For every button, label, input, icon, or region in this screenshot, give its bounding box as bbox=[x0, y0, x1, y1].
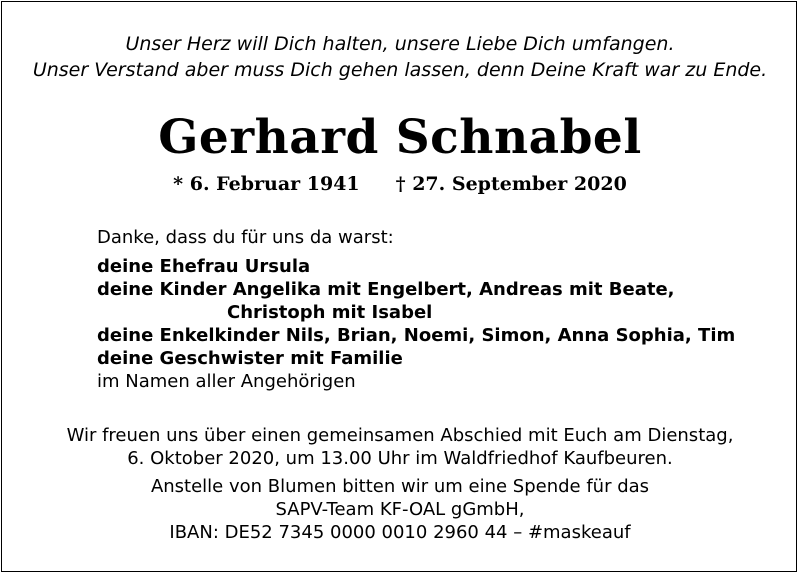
death-date: † 27. September 2020 bbox=[395, 173, 627, 195]
donation-line-1: Anstelle von Blumen bitten wir um eine Spende für das bbox=[150, 476, 650, 497]
birth-date: * 6. Februar 1941 bbox=[173, 173, 360, 195]
thanks-line: Danke, dass du für uns da warst: bbox=[97, 227, 394, 248]
mourner-children-continued: Christoph mit Isabel bbox=[227, 302, 433, 323]
mourner-children: deine Kinder Angelika mit Engelbert, Andreas mit Beate, bbox=[97, 279, 675, 300]
motto-line-1: Unser Herz will Dich halten, unsere Liebe Dich umfangen. bbox=[125, 33, 675, 55]
mourner-wife: deine Ehefrau Ursula bbox=[97, 256, 311, 277]
deceased-name: Gerhard Schnabel bbox=[158, 110, 642, 165]
life-dates bbox=[0, 175, 800, 194]
farewell-line-1: Wir freuen uns über einen gemeinsamen Abschied mit Euch am Dienstag, bbox=[66, 425, 734, 446]
mourner-grandchildren: deine Enkelkinder Nils, Brian, Noemi, Simon, Anna Sophia, Tim bbox=[97, 325, 736, 346]
farewell-line-2: 6. Oktober 2020, um 13.00 Uhr im Waldfriedhof Kaufbeuren. bbox=[127, 448, 673, 469]
donation-line-3: IBAN: DE52 7345 0000 0010 2960 44 – #maskeauf bbox=[169, 522, 631, 543]
mourner-siblings: deine Geschwister mit Familie bbox=[97, 348, 403, 369]
donation-line-2: SAPV-Team KF-OAL gGmbH, bbox=[275, 499, 525, 520]
mourner-relatives: im Namen aller Angehörigen bbox=[97, 371, 356, 392]
motto-line-2: Unser Verstand aber muss Dich gehen lassen, denn Deine Kraft war zu Ende. bbox=[32, 59, 768, 81]
